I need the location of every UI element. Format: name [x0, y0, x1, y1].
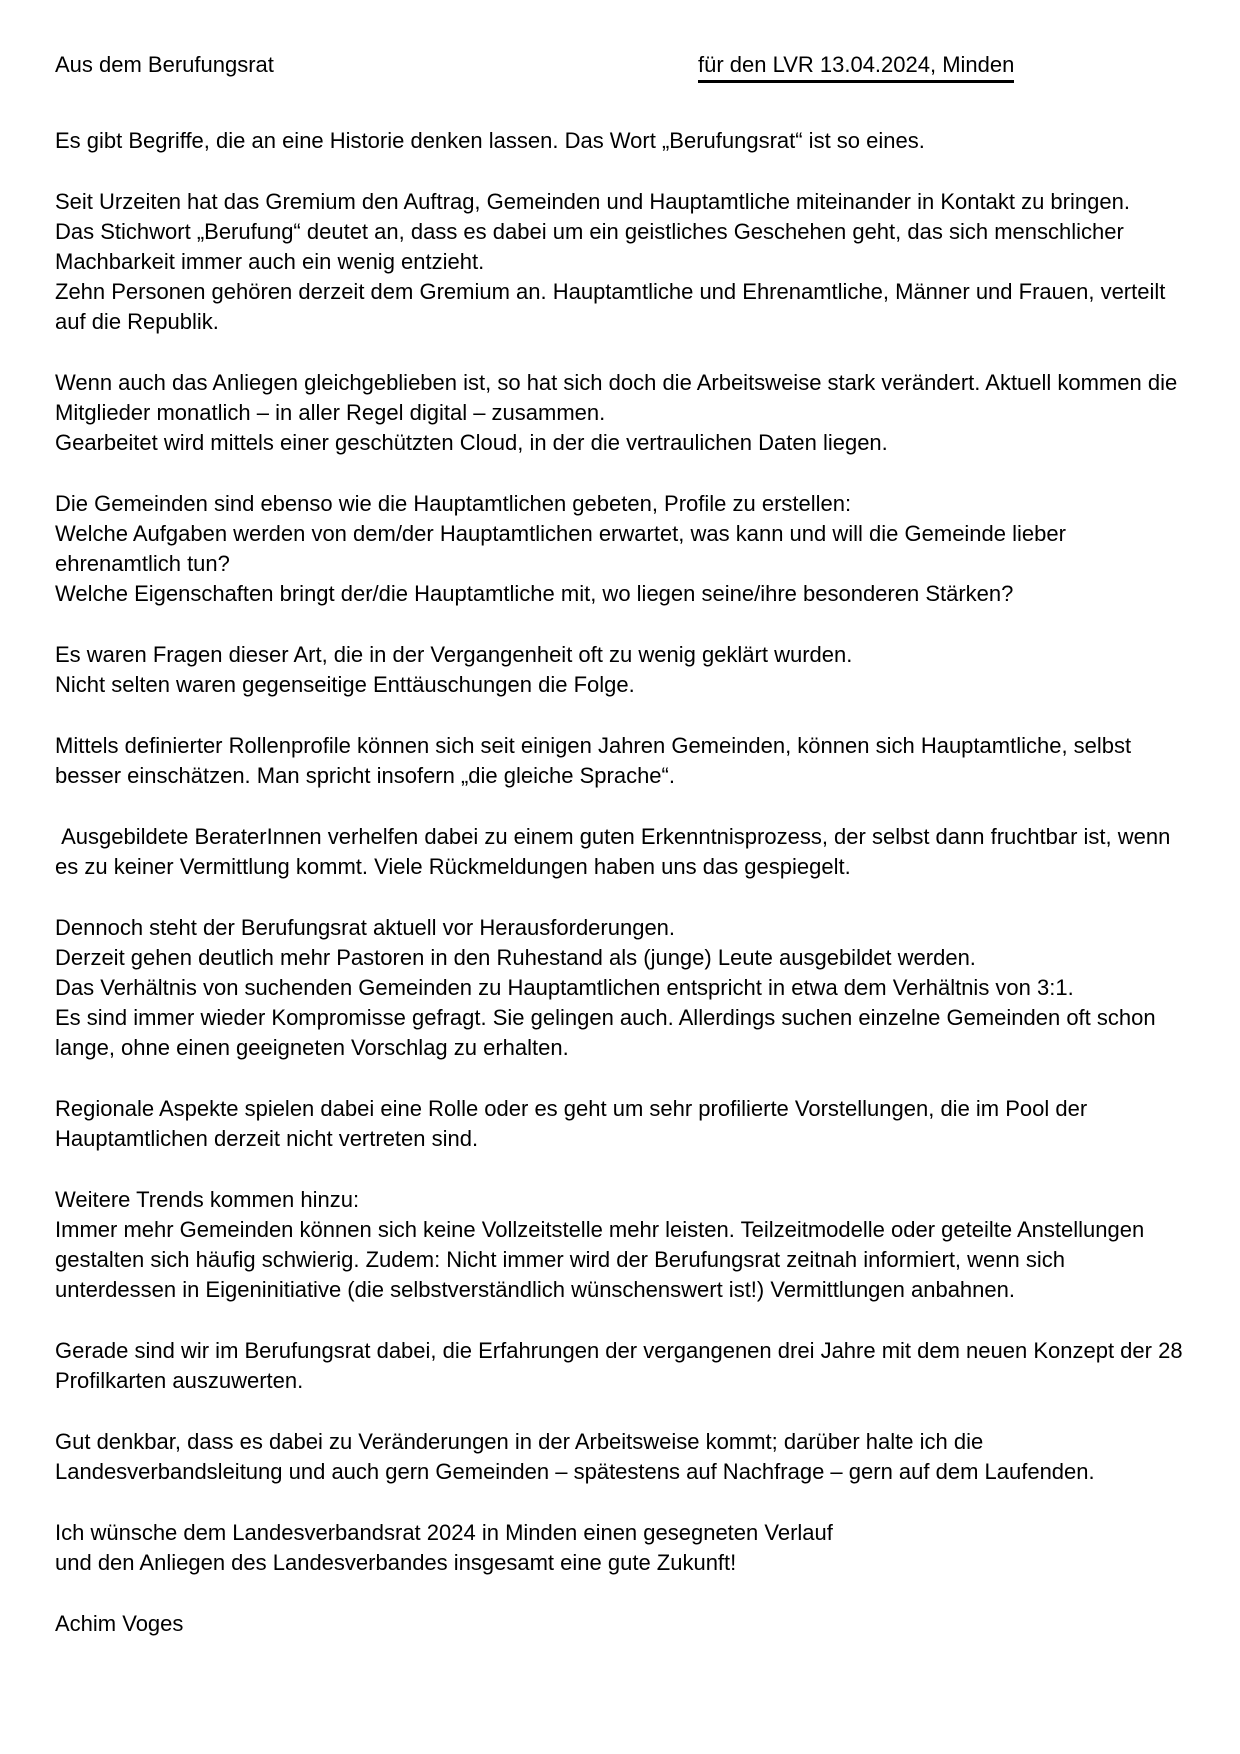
- document-body: [55, 126, 1190, 1639]
- text-line: Nicht selten waren gegenseitige Enttäuschungen die Folge.: [55, 672, 635, 697]
- text-line: Seit Urzeiten hat das Gremium den Auftrag, Gemeinden und Hauptamtliche miteinander in Kontakt zu bringen.: [55, 189, 1130, 214]
- document-title: Aus dem Berufungsrat: [55, 52, 274, 77]
- text-line: Ausgebildete BeraterInnen verhelfen dabei zu einem guten Erkenntnisprozess, der selbst dann fruchtbar ist, wenn es zu keiner Vermittlung kommt. Viele Rückmeldungen haben uns das gespiegelt.: [55, 824, 1177, 879]
- text-line: Weitere Trends kommen hinzu:: [55, 1187, 360, 1212]
- document-header: [55, 50, 1190, 80]
- paragraph-herausforderungen: [55, 913, 1190, 1063]
- text-line: Das Stichwort „Berufung“ deutet an, dass es dabei um ein geistliches Geschehen geht, das sich menschlicher Machbarkeit immer auch ein wenig entzieht.: [55, 219, 1130, 274]
- text-line: Mittels definierter Rollenprofile können sich seit einigen Jahren Gemeinden, können sich Hauptamtliche, selbst besser einschätzen. Man spricht insofern „die gleiche Sprache“.: [55, 733, 1138, 788]
- text-line: Zehn Personen gehören derzeit dem Gremium an. Hauptamtliche und Ehrenamtliche, Männer und Frauen, verteilt auf die Republik.: [55, 279, 1172, 334]
- paragraph-ausblick: [55, 1427, 1190, 1487]
- text-line: Derzeit gehen deutlich mehr Pastoren in den Ruhestand als (junge) Leute ausgebildet werden.: [55, 945, 976, 970]
- text-line: Achim Voges: [55, 1611, 184, 1636]
- text-line: Welche Aufgaben werden von dem/der Hauptamtlichen erwartet, was kann und will die Gemeinde lieber ehrenamtlich tun?: [55, 521, 1073, 576]
- paragraph-profile: [55, 489, 1190, 609]
- paragraph-trends: [55, 1185, 1190, 1305]
- text-line: Gearbeitet wird mittels einer geschützten Cloud, in der die vertraulichen Daten liegen.: [55, 430, 888, 455]
- text-line: Die Gemeinden sind ebenso wie die Hauptamtlichen gebeten, Profile zu erstellen:: [55, 491, 852, 516]
- text-line: Gerade sind wir im Berufungsrat dabei, die Erfahrungen der vergangenen drei Jahre mit dem neuen Konzept der 28 Profilkarten auszuwerten.: [55, 1338, 1189, 1393]
- header-date-location: für den LVR 13.04.2024, Minden: [698, 50, 1014, 83]
- signature: [55, 1609, 1190, 1639]
- paragraph-beraterinnen: [55, 822, 1190, 882]
- intro-paragraph: [55, 126, 1190, 156]
- text-line: und den Anliegen des Landesverbandes insgesamt eine gute Zukunft!: [55, 1550, 737, 1575]
- text-line: Es waren Fragen dieser Art, die in der Vergangenheit oft zu wenig geklärt wurden.: [55, 642, 853, 667]
- paragraph-rollenprofile: [55, 731, 1190, 791]
- paragraph-wunsch: [55, 1518, 1190, 1578]
- text-line: Welche Eigenschaften bringt der/die Hauptamtliche mit, wo liegen seine/ihre besonderen Stärken?: [55, 581, 1014, 606]
- text-line: Ich wünsche dem Landesverbandsrat 2024 in Minden einen gesegneten Verlauf: [55, 1520, 833, 1545]
- text-line: Das Verhältnis von suchenden Gemeinden zu Hauptamtlichen entspricht in etwa dem Verhältnis von 3:1.: [55, 975, 1074, 1000]
- paragraph-arbeitsweise: [55, 368, 1190, 458]
- text-line: Wenn auch das Anliegen gleichgeblieben ist, so hat sich doch die Arbeitsweise stark verändert. Aktuell kommen die Mitglieder monatlich – in aller Regel digital – zusammen.: [55, 370, 1184, 425]
- text-line: Immer mehr Gemeinden können sich keine Vollzeitstelle mehr leisten. Teilzeitmodelle oder geteilte Anstellungen gestalten sich häufig schwierig. Zudem: Nicht immer wird der Berufungsrat zeitnah informiert, wenn sich unterdessen in Eigeninitiative (die selbstverständlich wünschenswert ist!) Vermittlungen anbahnen.: [55, 1217, 1151, 1302]
- text-line: Dennoch steht der Berufungsrat aktuell vor Herausforderungen.: [55, 915, 676, 940]
- text-line: Es gibt Begriffe, die an eine Historie denken lassen. Das Wort „Berufungsrat“ ist so eines.: [55, 128, 925, 153]
- paragraph-auftrag: [55, 187, 1190, 337]
- paragraph-auswertung: [55, 1336, 1190, 1396]
- text-line: Regionale Aspekte spielen dabei eine Rolle oder es geht um sehr profilierte Vorstellungen, die im Pool der Hauptamtlichen derzeit nicht vertreten sind.: [55, 1096, 1094, 1151]
- text-line: Es sind immer wieder Kompromisse gefragt. Sie gelingen auch. Allerdings suchen einzelne Gemeinden oft schon lange, ohne einen geeigneten Vorschlag zu erhalten.: [55, 1005, 1162, 1060]
- paragraph-fragen: [55, 640, 1190, 700]
- text-line: Gut denkbar, dass es dabei zu Veränderungen in der Arbeitsweise kommt; darüber halte ich die Landesverbandsleitung und auch gern Gemeinden – spätestens auf Nachfrage – gern auf dem Laufenden.: [55, 1429, 1095, 1484]
- paragraph-regionale-aspekte: [55, 1094, 1190, 1154]
